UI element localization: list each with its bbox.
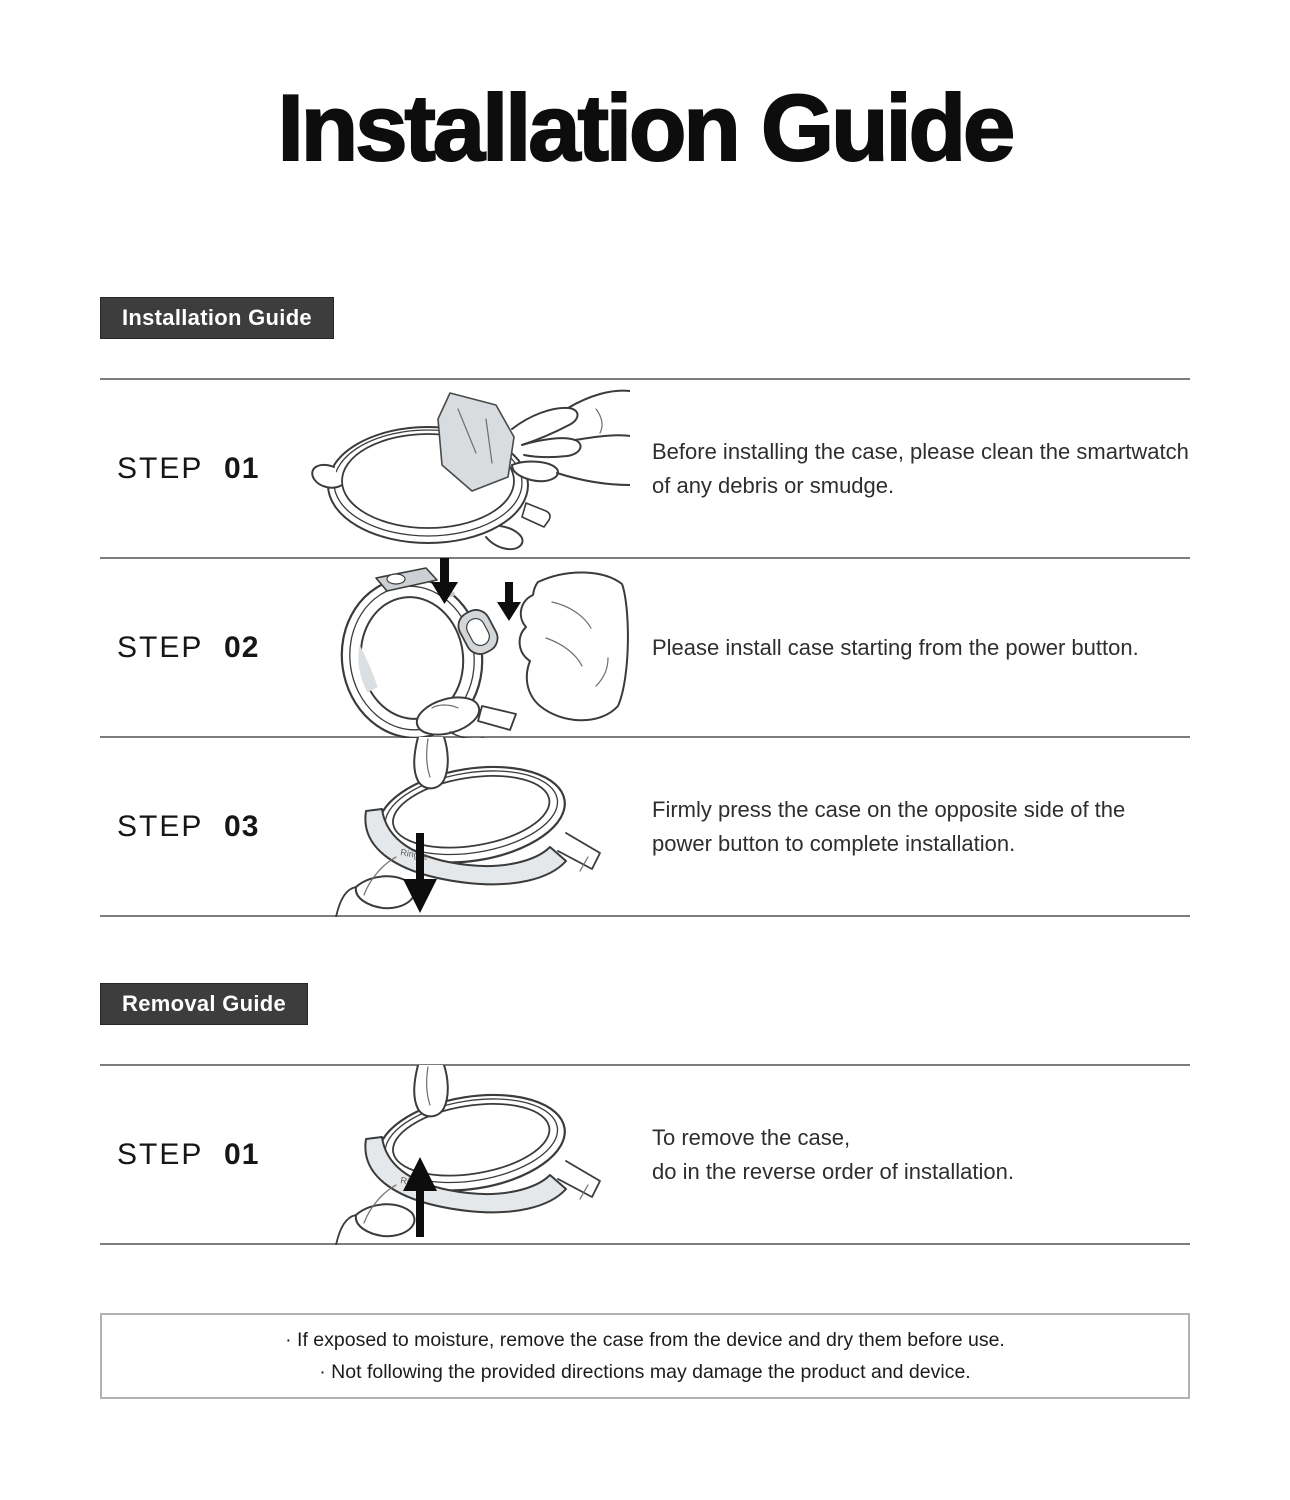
- hand-icon: [512, 390, 630, 484]
- installation-step-row-1: [100, 380, 1190, 559]
- step-label: [100, 1138, 300, 1172]
- step-number: 01: [224, 451, 260, 485]
- step-label: [100, 452, 300, 486]
- step-label: [100, 810, 300, 844]
- step-number: 01: [224, 1137, 260, 1171]
- installation-step-row-3: [100, 738, 1190, 917]
- installation-steps-table: [100, 378, 1190, 917]
- step-label: [100, 631, 300, 665]
- install-case-illustration: [300, 559, 630, 736]
- step-description: Please install case starting from the power button.: [652, 634, 1139, 660]
- step-word: STEP: [117, 809, 204, 843]
- section-badge-removal: Removal Guide: [100, 983, 308, 1025]
- arrow-down-icon: [497, 582, 521, 621]
- notes-box: [100, 1313, 1190, 1399]
- clean-smartwatch-illustration: [300, 380, 630, 557]
- hand-icon: [520, 572, 628, 720]
- note-line: · Not following the provided directions may damage the product and device.: [319, 1361, 971, 1383]
- section-badge-installation: Installation Guide: [100, 297, 334, 339]
- note-line: · If exposed to moisture, remove the case from the device and dry them before use.: [285, 1329, 1005, 1351]
- installation-step-row-2: [100, 559, 1190, 738]
- step-word: STEP: [117, 1137, 204, 1171]
- remove-case-illustration: [300, 1066, 630, 1243]
- step-description: Before installing the case, please clean the smartwatch of any debris or smudge.: [652, 438, 1189, 498]
- step-description: Firmly press the case on the opposite side of the power button to complete installation.: [652, 796, 1126, 856]
- press-case-illustration: [300, 738, 630, 915]
- step-word: STEP: [117, 451, 204, 485]
- step-word: STEP: [117, 630, 204, 664]
- page-title: Installation Guide: [277, 75, 1013, 180]
- step-number: 03: [224, 809, 260, 843]
- step-number: 02: [224, 630, 260, 664]
- step-description: To remove the case, do in the reverse order of installation.: [652, 1124, 1014, 1184]
- removal-steps-table: [100, 1064, 1190, 1245]
- removal-step-row-1: [100, 1066, 1190, 1245]
